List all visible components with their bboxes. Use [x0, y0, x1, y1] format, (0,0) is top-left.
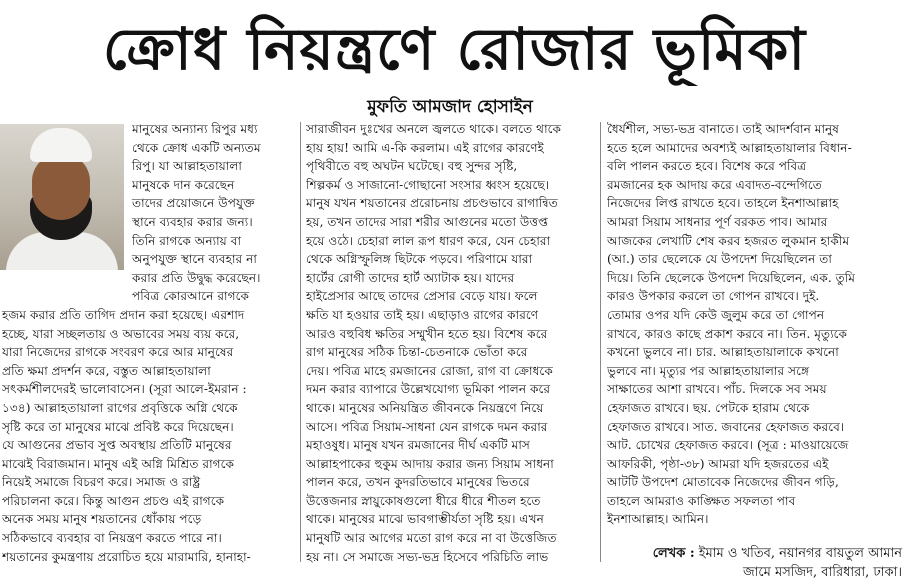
text-line: বলি পালন করতে হবে। বিশেষ করে পবিত্র: [607, 159, 807, 174]
text-line: আট. চোখের হেফাজত করবে। (সূত্র : মাওয়ায়েজে: [607, 438, 849, 453]
column-divider: [300, 122, 301, 562]
text-line: পরিচালনা করে। কিন্তু আগুন প্রচণ্ড এই রাগকে: [2, 493, 225, 508]
text-line: ইনশাআল্লাহ। আমিন।: [607, 512, 709, 527]
text-line: দেয়। পবিত্র মাহে রমজানের রোজা, রাগ বা ক্রোধকে: [306, 363, 553, 378]
text-line: ভুলবে না। মৃত্যুর পর আল্লাহতায়ালার সঙ্গে: [607, 363, 810, 378]
text-line: সৎকর্মশীলদেরই ভালোবাসেন। (সূরা আলে-ইমরান :: [2, 382, 247, 397]
author-note-line-1: ইমাম ও খতিব, নয়ানগর বায়তুল আমান: [698, 546, 902, 561]
text-line: হয়, তখন তাদের সারা শরীর আগুনের মতো উত্তপ্ত: [306, 214, 549, 229]
text-line: আল্লাহপাকের হুকুম আদায় করার জন্য সিয়াম সাধনা: [306, 456, 554, 471]
text-line: যারা নিজেদের রাগকে সংবরণ করে আর মানুষের: [2, 345, 234, 360]
article-column-2: [306, 120, 594, 566]
author-note-line-2: জামে মসজিদ, বারিধারা, ঢাকা।: [743, 565, 902, 580]
text-line: করার প্রতি উদ্বুদ্ধ করেছেন।: [132, 270, 261, 285]
text-line: মহাওষুধ। মানুষ যখন রমজানের দীর্ঘ একটি মাস: [306, 438, 530, 453]
text-line: রিপু। যা আল্লাহতায়ালা: [132, 159, 242, 174]
text-line: আজকের লেখাটি শেষ করব হজরত লুকমান হাকীম: [607, 233, 850, 248]
text-line: হাইপ্রেসার আছে তাদের প্রেসার বেড়ে যায়। ফলে: [306, 289, 538, 304]
text-line: আমরা সিয়াম সাধনার পূর্ণ বরকত পাব। আমার: [607, 214, 828, 229]
text-line: থাকে। মানুষের মাঝে ভাবগাম্ভীর্যতা সৃষ্টি হয়। এখন: [306, 512, 544, 527]
text-line: কখনো ভুলবে না। চার. আল্লাহতায়ালাকে কখনো: [607, 345, 839, 360]
text-line: আফরিকী, পৃষ্ঠা-৩৮) আমরা যদি হজরতের এই: [607, 456, 829, 471]
text-line: রমজানের হক আদায় করে এবাদত-বন্দেগিতে: [607, 177, 822, 192]
text-line: কারও উপকার করলে তা গোপন রাখবে। দুই.: [607, 289, 820, 304]
text-line: হতে হলে আমাদের অবশ্যই আল্লাহতায়ালার বিধান-: [607, 140, 852, 155]
text-line: হজম করার প্রতি তাগিদ প্রদান করা হয়েছে। এরশাদ: [2, 307, 245, 322]
text-line: শিল্পকর্ম ও সাজানো-গোছানো সংসার ধ্বংস হয়েছে।: [306, 177, 550, 192]
text-line: পৃথিবীতে বহু অঘটন ঘটেছে। বহু সুন্দর সৃষ্টি,: [306, 159, 518, 174]
article-column-3: [607, 120, 905, 529]
text-line: মানুষকে দান করেছেন: [132, 177, 235, 192]
text-line: দিয়ে। তিনি ছেলেকে উপদেশ দিয়েছিলেন, এক. তুমি: [607, 270, 856, 285]
text-line: সারাজীবন দুঃখের অনলে জ্বলতে থাকে। বলতে থাকে: [306, 122, 562, 136]
text-line: পালন করে, তখন কুদরতিভাবে মানুষের ভিতরে: [306, 475, 530, 490]
text-line: (আ.) তার ছেলেকে যে উপদেশ দিয়েছিলেন তা: [607, 252, 832, 267]
author-note-label: লেখক :: [652, 546, 695, 561]
text-line: ধৈর্যশীল, সভ্য-ভদ্র বানাতে। তাই আদর্শবান মানুষ: [607, 122, 840, 136]
author-note: [616, 544, 902, 582]
text-line: নিয়েই সমাজে বিচরণ করে। সমাজ ও রাষ্ট্র: [2, 475, 201, 490]
text-line: তাদের প্রয়োজনে উপযুক্ত: [132, 196, 255, 211]
text-line: তোমার ওপর যদি কেউ জুলুম করে তা গোপন: [607, 307, 825, 322]
text-line: রাগ মানুষের সঠিক চিন্তা-চেতনাকে ভোঁতা করে: [306, 345, 528, 360]
text-line: অনুপযুক্ত স্থানে ব্যবহার না: [132, 252, 257, 267]
text-line: থাকে। মানুষের অনিয়ন্ত্রিত জীবনকে নিয়ন্ত্রণে নিয়ে: [306, 400, 544, 415]
byline: মুফতি আমজাদ হোসাইন: [367, 97, 533, 117]
text-line: সৃষ্টি করে তা মানুষের মাঝে প্রবিষ্ট করে দিয়েছেন।: [2, 419, 234, 434]
text-line: শয়তানের কুমন্ত্রণায় প্ররোচিত হয়ে মারামারি, হানাহা-: [2, 549, 251, 564]
column-divider: [600, 122, 601, 562]
text-line: সাক্ষাতের আশা রাখবে। পাঁচ. দিলকে সব সময়: [607, 382, 827, 397]
text-line: অনেক সময় মানুষ শয়তানের ধোঁকায় পড়ে: [2, 512, 202, 527]
text-line: যে আগুনের প্রভাব সুপ্ত অবস্থায় প্রতিটি মানুষের: [2, 438, 232, 453]
text-line: মানুষটি আর আগের মতো রাগ করে না বা উত্তেজিত: [306, 531, 557, 546]
text-line: তাহলে আমরাও কাঙ্ক্ষিত সফলতা পাব: [607, 493, 796, 508]
text-line: উত্তেজনার স্নায়ুকোষগুলো ধীরে ধীরে শীতল হতে: [306, 493, 541, 508]
text-line: রাখবে, কারও কাছে প্রকাশ করবে না। তিন. মৃত্যুকে: [607, 326, 848, 341]
article-column-1: [2, 120, 295, 566]
text-line: হচ্ছে, যারা সচ্ছলতায় ও অভাবের সময় ব্যয় করে,: [2, 326, 240, 341]
text-line: মানুষ যখন শয়তানের প্ররোচনায় প্রচণ্ডভাবে রাগান্বিত: [306, 196, 558, 211]
text-line: হেফাজত রাখবে। সাত. জবানের হেফাজত করবে।: [607, 419, 845, 434]
text-line: আটটি উপদেশ মোতাবেক নিজেদের জীবন গড়ি,: [607, 475, 839, 490]
text-line: মাঝেই বিরাজমান। মানুষ এই অগ্নি মিশ্রিত রাগকে: [2, 456, 235, 471]
text-line: হয় না। সে সমাজে সভ্য-ভদ্র হিসেবে পরিচিতি লাভ: [306, 549, 549, 564]
text-line: হায় হায়! আমি এ-কি করলাম। এই রাগের কারণেই: [306, 140, 544, 155]
text-line: নিজেদের লিপ্ত রাখতে হবে। তাহলে ইনশাআল্লাহ: [607, 196, 839, 211]
text-line: মানুষের অন্যান্য রিপুর মধ্য: [132, 122, 258, 136]
text-line: ১৩৪) আল্লাহতায়ালা রাগের প্রবৃত্তিকে অগ্নি থেকে: [2, 400, 238, 415]
text-line: সঠিকভাবে ব্যবহার বা নিয়ন্ত্রণ করতে পারে না।: [2, 531, 222, 546]
headline: ক্রোধ নিয়ন্ত্রণে রোজার ভূমিকা: [102, 15, 807, 83]
text-line: ক্ষতি যা হওয়ার তাই হয়। এছাড়াও রাগের কারণে: [306, 307, 539, 322]
text-line: স্থানে ব্যবহার করার জন্য।: [132, 214, 253, 229]
text-line: দমন করার ব্যাপারে উল্লেখযোগ্য ভূমিকা পালন করে: [306, 382, 551, 397]
text-line: পবিত্র কোরআনে রাগকে: [132, 289, 249, 304]
text-line: প্রতি ক্ষমা প্রদর্শন করে, বস্তুত আল্লাহতায়ালা: [2, 363, 211, 378]
text-line: হার্টের রোগী তাদের হার্ট অ্যাটাক হয়। যাদের: [306, 270, 515, 285]
text-line: আসে। পবিত্র সিয়াম-সাধনা যেন রাগকে দমন করার: [306, 419, 548, 434]
text-line: তিনি রাগকে অন্যায় বা: [132, 233, 242, 248]
text-line: হেফাজত রাখবে। ছয়. পেটকে হারাম থেকে: [607, 400, 810, 415]
text-line: থেকে ক্রোধ একটি অন্যতম: [132, 140, 261, 155]
text-line: হয়ে ওঠে। চেহারা লাল রূপ ধারণ করে, যেন চেহারা: [306, 233, 551, 248]
text-line: থেকে অগ্নিস্ফুলিঙ্গ ছিটকে পড়বে। পরিণামে যারা: [306, 252, 533, 267]
text-line: আরও বহুবিধ ক্ষতির সম্মুখীন হতে হয়। বিশেষ করে: [306, 326, 548, 341]
